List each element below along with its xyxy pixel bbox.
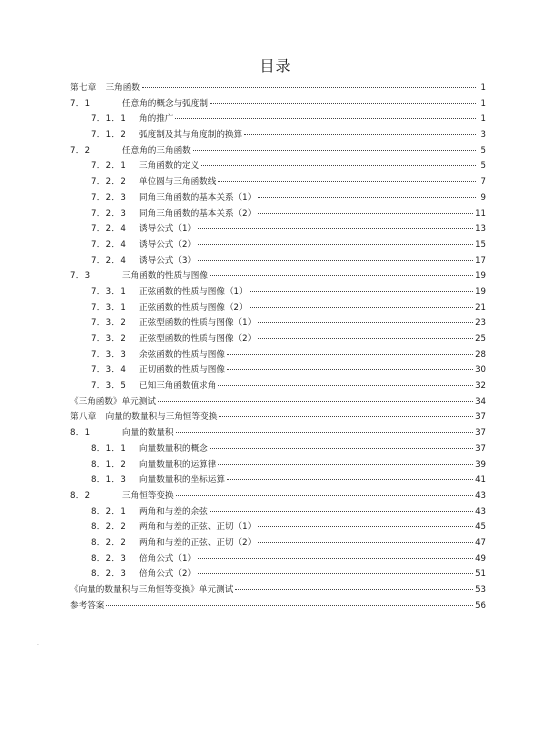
toc-entry-title: 任意角的概念与弧度制 [122,98,208,109]
toc-entry-number: 7．2．4 [91,239,127,250]
toc-entry[interactable] [70,144,486,160]
toc-entry-page-number: 25 [475,334,486,344]
toc-entry-title: 两角和与差的正弦、正切（2） [139,537,257,548]
toc-entry-page-number: 53 [475,585,486,595]
toc-entry-title: 正弦型函数的性质与图像（2） [139,334,257,344]
dot-leader [158,401,473,402]
toc-entry-number: 8．1．3 [91,475,127,486]
toc-entry-page-number: 39 [475,459,486,470]
dot-leader [258,542,473,543]
toc-entry[interactable] [70,301,486,317]
toc-entry-number: 8．2．3 [91,569,127,580]
toc-entry-number: 8．2．2 [91,522,127,533]
dot-leader [218,385,473,386]
toc-entry-page-number: 30 [475,365,486,376]
toc-entry-number: 8．1．1 [91,443,127,454]
toc-entry-page-number: 19 [475,271,486,282]
toc-entry[interactable] [70,191,486,207]
dot-leader [258,526,473,527]
toc-entry[interactable] [70,285,486,301]
dot-leader [193,150,476,151]
toc-entry-title: 《三角函数》单元测试 [70,396,156,407]
page-title: 目录 [259,57,292,75]
toc-entry-page-number: 43 [475,490,486,501]
toc-entry[interactable] [70,505,486,521]
toc-entry-page-number: 1 [480,98,486,109]
toc-entry[interactable] [70,395,486,411]
toc-entry-page-number: 43 [475,506,486,517]
toc-entry[interactable] [70,254,486,270]
dot-leader [198,260,473,261]
toc-entry[interactable] [70,175,486,191]
toc-entry-number: 7．2．3 [91,208,127,219]
toc-entry-page-number: 23 [475,318,486,329]
toc-entry-title: 正弦函数的性质与图像（2） [139,302,248,313]
dot-leader [258,213,473,214]
toc-entry[interactable] [70,567,486,583]
toc-entry-title: 三角函数 [105,83,140,93]
toc-entry-page-number: 5 [480,145,486,156]
toc-entry[interactable] [70,348,486,364]
toc-entry[interactable] [70,97,486,113]
toc-entry-number: 7．3．2 [91,334,127,344]
toc-entry-title: 已知三角函数值求角 [139,381,217,392]
toc-entry[interactable] [70,238,486,254]
toc-entry-page-number: 51 [475,569,486,580]
dot-leader [258,338,473,339]
toc-entry-title: 向量数量积的概念 [139,443,208,454]
toc-entry[interactable] [70,269,486,285]
toc-entry-page-number: 34 [475,396,486,407]
toc-entry[interactable] [70,410,486,426]
dot-leader [175,118,476,119]
toc-entry-title: 三角恒等变换 [122,490,174,501]
toc-entry-number: 7．1 [70,98,91,109]
toc-entry[interactable] [70,552,486,568]
toc-entry-number: 7．3．5 [91,381,127,392]
toc-entry-title: 诱导公式（2） [139,239,197,250]
dot-leader [198,244,473,245]
toc-entry-number: 7．3．3 [91,349,127,360]
toc-entry-page-number: 3 [480,130,486,141]
dot-leader [258,322,473,323]
dot-leader [218,464,473,465]
toc-entry-page-number: 37 [475,412,486,423]
dot-leader [176,432,473,433]
toc-entry-number: 7．2．3 [91,192,127,203]
toc-entry-page-number: 17 [475,255,486,266]
toc-entry-number: 8．1 [70,428,91,439]
dot-leader [227,354,473,355]
toc-entry-title: 向量的数量积 [122,428,174,439]
dot-leader [250,307,473,308]
toc-entry[interactable] [70,112,486,128]
toc-entry-number: 第八章 [70,412,106,423]
toc-entry-title: 倍角公式（2） [139,569,197,580]
dot-leader [210,448,473,449]
dot-leader [258,197,476,198]
toc-entry-title: 单位圆与三角函数线 [139,177,217,188]
dot-leader [210,511,473,512]
toc-entry-title: 正切函数的性质与图像 [139,365,225,376]
toc-entry-number: 7．1．2 [91,130,127,141]
dot-leader [219,416,473,417]
toc-entry[interactable] [70,159,486,175]
toc-entry-title: 正弦型函数的性质与图像（1） [139,318,257,329]
toc-entry-title: 三角函数的性质与图像 [122,271,208,282]
toc-entry[interactable] [70,520,486,536]
toc-entry-page-number: 9 [480,192,486,203]
toc-entry-title: 两角和与差的正弦、正切（1） [139,522,257,533]
dot-leader [227,369,473,370]
toc-entry[interactable] [70,583,486,599]
dot-leader [235,589,473,590]
toc-entry-page-number: 1 [480,83,486,93]
toc-entry-page-number: 7 [480,177,486,188]
toc-entry-page-number: 56 [475,600,486,611]
toc-entry-title: 向量的数量积与三角恒等变换 [105,412,218,423]
toc-entry-page-number: 41 [475,475,486,486]
dot-leader [201,165,476,166]
dot-leader [250,291,473,292]
toc-entry[interactable] [70,222,486,238]
toc-entry-page-number: 37 [475,443,486,454]
dot-leader [210,275,473,276]
toc-entry-title: 诱导公式（1） [139,224,197,235]
toc-entry-page-number: 5 [480,161,486,172]
toc-entry-page-number: 15 [475,239,486,250]
toc-entry[interactable] [70,207,486,223]
corner-mark: . [37,640,39,647]
dot-leader [198,573,473,574]
toc-entry-number: 7．3．1 [91,286,127,297]
toc-entry-page-number: 49 [475,553,486,564]
toc-entry-number: 7．2 [70,145,91,156]
toc-entry-page-number: 21 [475,302,486,313]
toc-entry[interactable] [70,363,486,379]
toc-entry[interactable] [70,316,486,332]
dot-leader [176,495,473,496]
toc-entry[interactable] [70,379,486,395]
toc-entry-title: 参考答案 [70,600,105,611]
toc-entry[interactable] [70,489,486,505]
toc-entry-number: 7．3．1 [91,302,127,313]
toc-entry[interactable] [70,458,486,474]
toc-entry-number: 第七章 [70,83,106,93]
toc-entry[interactable] [70,442,486,458]
toc-entry-title: 任意角的三角函数 [122,145,191,156]
toc-entry-page-number: 19 [475,286,486,297]
toc-entry-number: 8．2．2 [91,537,127,548]
toc-entry-number: 7．2．1 [91,161,127,172]
toc-entry-number: 7．3．2 [91,318,127,329]
table-of-contents [70,81,486,614]
dot-leader [142,87,476,88]
dot-leader [106,605,473,606]
toc-entry-title: 诱导公式（3） [139,255,197,266]
toc-entry-number: 7．3 [70,271,91,282]
toc-entry-page-number: 28 [475,349,486,360]
toc-entry-number: 8．2．1 [91,506,127,517]
toc-entry-number: 8．1．2 [91,459,127,470]
toc-entry[interactable] [70,128,486,144]
toc-entry-title: 《向量的数量积与三角恒等变换》单元测试 [70,585,234,595]
toc-entry-number: 7．2．2 [91,177,127,188]
dot-leader [244,134,476,135]
toc-entry[interactable] [70,332,486,348]
toc-entry-title: 正弦函数的性质与图像（1） [139,286,248,297]
toc-entry[interactable] [70,536,486,552]
dot-leader [218,181,476,182]
toc-entry[interactable] [70,473,486,489]
dot-leader [198,228,473,229]
toc-entry-title: 余弦函数的性质与图像 [139,349,225,360]
toc-entry-number: 8．2 [70,490,91,501]
toc-entry-title: 同角三角函数的基本关系（2） [139,208,257,219]
toc-entry-page-number: 11 [475,208,486,219]
toc-entry-number: 7．2．4 [91,224,127,235]
toc-entry-title: 倍角公式（1） [139,553,197,564]
toc-entry-page-number: 47 [475,537,486,548]
toc-entry-title: 同角三角函数的基本关系（1） [139,192,257,203]
toc-entry-page-number: 32 [475,381,486,392]
dot-leader [210,103,476,104]
toc-entry-page-number: 1 [480,114,486,125]
dot-leader [227,479,473,480]
toc-entry[interactable] [70,599,486,615]
toc-entry-page-number: 45 [475,522,486,533]
toc-entry[interactable] [70,426,486,442]
toc-entry-title: 三角函数的定义 [139,161,200,172]
toc-entry-title: 弧度制及其与角度制的换算 [139,130,243,141]
toc-entry-title: 向量数量积的运算律 [139,459,217,470]
toc-entry-page-number: 13 [475,224,486,235]
toc-entry-number: 7．3．4 [91,365,127,376]
toc-entry[interactable] [70,81,486,97]
toc-entry-title: 向量数量积的坐标运算 [139,475,225,486]
toc-entry-number: 8．2．3 [91,553,127,564]
toc-entry-title: 两角和与差的余弦 [139,506,208,517]
toc-entry-page-number: 37 [475,428,486,439]
dot-leader [198,558,473,559]
toc-entry-number: 7．2．4 [91,255,127,266]
toc-entry-title: 角的推广 [139,114,174,125]
toc-entry-number: 7．1．1 [91,114,127,125]
